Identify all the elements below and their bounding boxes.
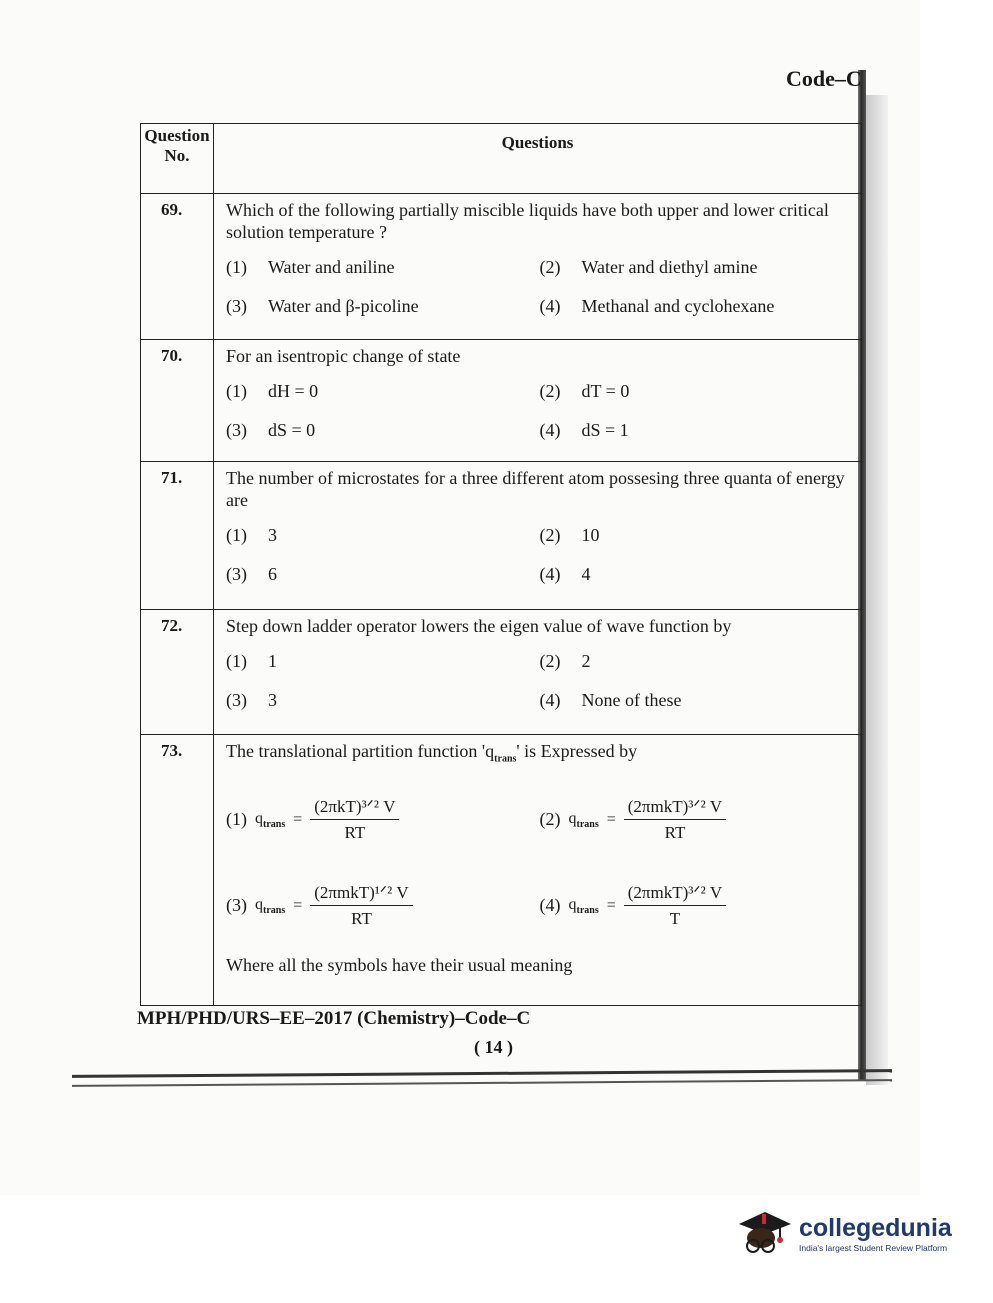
question-number: 73. (141, 735, 214, 1006)
brand-text (799, 1214, 952, 1253)
q-letter: q (568, 809, 577, 827)
option-number: (3) (226, 296, 247, 316)
formula-option (226, 797, 540, 843)
option (540, 420, 854, 441)
formula-option (540, 797, 854, 843)
option-number: (4) (539, 690, 561, 710)
option-text: dH = 0 (268, 381, 319, 401)
fraction-denominator: RT (344, 822, 366, 842)
option-number: (2) (539, 381, 561, 401)
collegedunia-watermark[interactable] (735, 1198, 965, 1268)
option-text: 6 (268, 564, 277, 584)
options (226, 257, 853, 329)
stem-part: ' is Expressed by (516, 741, 638, 761)
q-subscript: trans (576, 818, 599, 830)
symbols-note: Where all the symbols have their usual meaning (226, 954, 573, 975)
option-text: dT = 0 (581, 381, 630, 401)
option-number: (2) (539, 809, 561, 830)
option-text: Methanal and cyclohexane (581, 296, 775, 316)
question-number: 72. (141, 610, 214, 735)
page-number: ( 14 ) (474, 1037, 513, 1057)
option-text: 3 (268, 525, 277, 545)
options (226, 525, 853, 597)
option-text: 10 (581, 525, 600, 545)
brand-name: collegedunia (799, 1213, 952, 1242)
option (226, 525, 540, 546)
question-stem: For an isentropic change of state (226, 346, 461, 366)
stem-part: The translational partition function 'q (226, 741, 495, 761)
question-stem: Step down ladder operator lowers the eigen value of wave function by (226, 616, 732, 636)
fraction-numerator: (2πmkT)¹ᐟ² V (310, 883, 412, 906)
option (226, 381, 540, 402)
formula-options (226, 797, 853, 929)
question-number: 69. (141, 194, 214, 340)
q-letter: q (255, 895, 263, 913)
option (226, 296, 540, 317)
option-number: (2) (539, 525, 561, 545)
option-text: None of these (581, 690, 682, 710)
option (226, 651, 540, 672)
q-subscript: trans (576, 904, 599, 916)
q-trans-symbol (255, 810, 285, 830)
q-letter: q (568, 895, 577, 913)
option-number: (2) (539, 651, 561, 671)
option-number: (1) (226, 809, 247, 830)
option (540, 564, 854, 585)
option-number: (1) (226, 525, 247, 545)
option (226, 564, 540, 585)
question-stem (226, 740, 853, 771)
col-question-no: Question No. (141, 124, 214, 194)
fraction-numerator: (2πkT)³ᐟ² V (310, 797, 399, 820)
question-stem: Which of the following partially miscible liquids have both upper and lower critical solution temperature ? (226, 200, 829, 242)
option-number: (3) (226, 420, 247, 440)
question-body (214, 735, 862, 1006)
equals-sign: = (293, 896, 303, 914)
option-number: (4) (539, 895, 561, 916)
option-number: (4) (539, 296, 561, 316)
q-trans-symbol (569, 810, 599, 830)
option-text: 3 (268, 690, 277, 710)
option (540, 651, 854, 672)
fraction (310, 797, 399, 843)
paper-code-header: Code–C (786, 66, 862, 91)
formula-option (540, 883, 854, 929)
option (540, 525, 854, 546)
option-text: Water and diethyl amine (581, 257, 758, 277)
question-body (214, 340, 862, 462)
option (540, 257, 854, 278)
question-row (141, 194, 862, 340)
brand-tagline: India's largest Student Review Platform (799, 1242, 948, 1253)
option-number: (3) (226, 564, 247, 584)
option (226, 420, 540, 441)
option (540, 296, 854, 317)
options (226, 651, 853, 723)
q-trans-symbol (255, 896, 285, 916)
fraction-numerator: (2πmkT)³ᐟ² V (624, 883, 726, 906)
question-row (141, 610, 862, 735)
question-body (214, 194, 862, 340)
option (226, 690, 540, 711)
fraction-denominator: RT (664, 822, 686, 842)
fraction (624, 797, 726, 843)
equals-sign: = (606, 896, 616, 914)
option-text: 1 (268, 651, 277, 671)
q-subscript: trans (263, 818, 286, 830)
q-letter: q (255, 809, 263, 827)
questions-table (140, 123, 862, 1006)
option-text: 4 (581, 564, 591, 584)
formula-option (226, 883, 540, 929)
option-text: dS = 0 (268, 420, 316, 440)
q-trans-symbol (569, 896, 599, 916)
fraction (624, 883, 726, 929)
option-number: (3) (226, 895, 247, 916)
options (226, 381, 853, 453)
option-number: (4) (539, 420, 561, 440)
question-row (141, 462, 862, 610)
option-text: Water and β-picoline (268, 296, 419, 316)
option-text: Water and aniline (268, 257, 395, 277)
option-text: 2 (581, 651, 591, 671)
question-number: 70. (141, 340, 214, 462)
fraction-numerator: (2πmkT)³ᐟ² V (624, 797, 726, 820)
option-number: (2) (539, 257, 561, 277)
option-number: (1) (226, 381, 247, 401)
equals-sign: = (606, 810, 616, 828)
question-row (141, 735, 862, 1006)
fraction-denominator: RT (351, 908, 372, 928)
option-number: (1) (226, 651, 247, 671)
option (226, 257, 540, 278)
mascot-icon (735, 1206, 793, 1260)
table-header-row (141, 124, 862, 194)
equals-sign: = (293, 810, 303, 828)
option (540, 690, 854, 711)
col-questions: Questions (214, 124, 862, 194)
stem-subscript: trans (494, 753, 517, 765)
question-stem: The number of microstates for a three different atom possesing three quanta of energy are (226, 468, 845, 510)
fraction-denominator: T (669, 908, 681, 928)
option-number: (3) (226, 690, 247, 710)
fraction (310, 883, 412, 929)
option-text: dS = 1 (581, 420, 629, 440)
option (540, 381, 854, 402)
binding-shadow (866, 95, 888, 1085)
question-body (214, 462, 862, 610)
option-number: (4) (539, 564, 561, 584)
option-number: (1) (226, 257, 247, 277)
question-row (141, 340, 862, 462)
question-number: 71. (141, 462, 214, 610)
question-body (214, 610, 862, 735)
q-subscript: trans (263, 904, 286, 916)
footer-exam-code: MPH/PHD/URS–EE–2017 (Chemistry)–Code–C (137, 1008, 531, 1029)
